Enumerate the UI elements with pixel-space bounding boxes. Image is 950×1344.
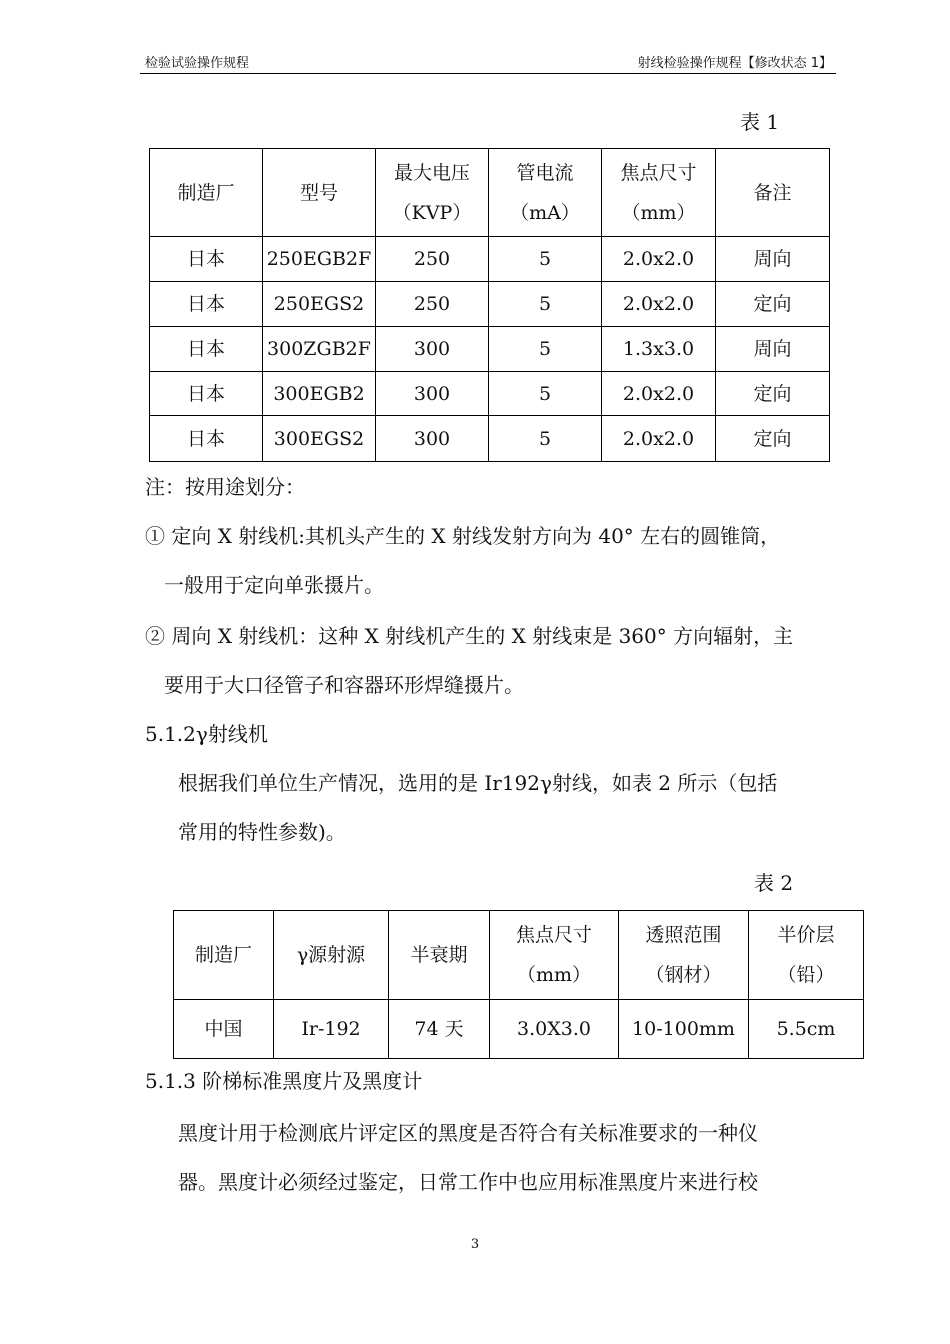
table-cell: 定向 (716, 416, 830, 462)
table1-header-row (150, 149, 830, 237)
table2-header-row (174, 911, 864, 1000)
table-row (174, 1000, 864, 1059)
table1-header-cell: 备注 (716, 149, 830, 237)
table-row (150, 327, 830, 372)
note-item-1-cont: 一般用于定向单张摄片。 (164, 573, 384, 597)
table-cell: 250EGS2 (263, 282, 376, 327)
table-cell: 2.0x2.0 (602, 372, 716, 416)
table-cell: 300ZGB2F (263, 327, 376, 372)
table2-header-cell: 透照范围 （钢材） (619, 911, 749, 1000)
table-cell: 250 (376, 282, 489, 327)
section-paragraph-cont: 器。黑度计必须经过鉴定，日常工作中也应用标准黑度片来进行校 (178, 1170, 758, 1194)
table-cell: 5 (489, 282, 602, 327)
table2-header-cell: 焦点尺寸 （mm） (490, 911, 619, 1000)
table-cell: 日本 (150, 327, 263, 372)
table2-caption: 表 2 (754, 871, 794, 895)
table1-header-cell: 制造厂 (150, 149, 263, 237)
table-row (150, 416, 830, 462)
table-cell: 300EGS2 (263, 416, 376, 462)
table1-header-cell: 最大电压 （KVP） (376, 149, 489, 237)
table-cell: 250EGB2F (263, 237, 376, 282)
table-cell: 5 (489, 237, 602, 282)
note-item-2-cont: 要用于大口径管子和容器环形焊缝摄片。 (164, 673, 524, 697)
table1 (149, 148, 830, 462)
table-cell: 3.0X3.0 (490, 1000, 619, 1059)
table-cell: 5 (489, 416, 602, 462)
table2-header-cell: γ源射源 (274, 911, 389, 1000)
note-item-2: ② 周向 X 射线机：这种 X 射线机产生的 X 射线束是 360° 方向辐射，主 (145, 624, 794, 648)
table-row (150, 237, 830, 282)
table-cell: 5 (489, 327, 602, 372)
table-cell: 2.0x2.0 (602, 237, 716, 282)
section-heading: 5.1.2γ射线机 (145, 722, 268, 746)
table-cell: 定向 (716, 282, 830, 327)
table-cell: 1.3x3.0 (602, 327, 716, 372)
table2 (173, 910, 864, 1059)
table-cell: 周向 (716, 327, 830, 372)
header-left: 检验试验操作规程 (145, 56, 250, 71)
table-cell: 中国 (174, 1000, 274, 1059)
table-cell: 5.5cm (749, 1000, 864, 1059)
table-cell: 2.0x2.0 (602, 416, 716, 462)
table-cell: 300 (376, 416, 489, 462)
table-row (150, 282, 830, 327)
table1-header-cell: 焦点尺寸 （mm） (602, 149, 716, 237)
section-paragraph: 根据我们单位生产情况，选用的是 Ir192γ射线，如表 2 所示（包括 (178, 771, 778, 795)
table-cell: 74 天 (389, 1000, 490, 1059)
table-cell: 300EGB2 (263, 372, 376, 416)
table1-caption: 表 1 (740, 110, 780, 134)
table-cell: Ir-192 (274, 1000, 389, 1059)
table-cell: 300 (376, 327, 489, 372)
table2-header-cell: 半衰期 (389, 911, 490, 1000)
table-cell: 5 (489, 372, 602, 416)
table-cell: 日本 (150, 237, 263, 282)
section-heading: 5.1.3 阶梯标准黑度片及黑度计 (145, 1069, 423, 1093)
table-cell: 日本 (150, 372, 263, 416)
table-cell: 日本 (150, 282, 263, 327)
header-rule (140, 73, 836, 74)
table2-header-cell: 制造厂 (174, 911, 274, 1000)
table-row (150, 372, 830, 416)
header-right: 射线检验操作规程【修改状态 1】 (637, 56, 832, 71)
table-cell: 10-100mm (619, 1000, 749, 1059)
table-cell: 300 (376, 372, 489, 416)
table2-header-cell: 半价层 （铅） (749, 911, 864, 1000)
page-number: 3 (470, 1237, 480, 1252)
note-item-1: ① 定向 X 射线机:其机头产生的 X 射线发射方向为 40° 左右的圆锥筒， (145, 524, 781, 548)
table1-header-cell: 管电流 （mA） (489, 149, 602, 237)
table-cell: 2.0x2.0 (602, 282, 716, 327)
table-cell: 周向 (716, 237, 830, 282)
section-paragraph-cont: 常用的特性参数)。 (178, 820, 346, 844)
table-cell: 250 (376, 237, 489, 282)
notes-title: 注：按用途划分： (145, 475, 305, 499)
table1-header-cell: 型号 (263, 149, 376, 237)
section-paragraph: 黑度计用于检测底片评定区的黑度是否符合有关标准要求的一种仪 (178, 1121, 758, 1145)
table-cell: 定向 (716, 372, 830, 416)
table-cell: 日本 (150, 416, 263, 462)
